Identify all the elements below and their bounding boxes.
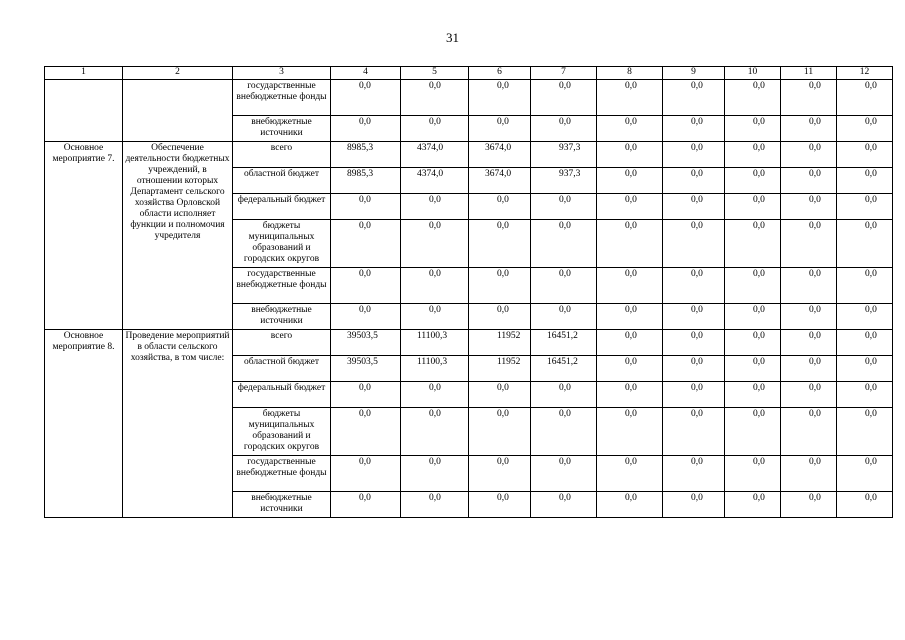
amount-cell: 39503,5 bbox=[331, 330, 401, 356]
amount-cell: 0,0 bbox=[401, 492, 469, 518]
amount-cell: 0,0 bbox=[781, 194, 837, 220]
amount-cell: 0,0 bbox=[469, 408, 531, 456]
funding-source-cell: внебюджетные источники bbox=[233, 492, 331, 518]
amount-cell: 11952 bbox=[469, 330, 531, 356]
amount-cell: 0,0 bbox=[725, 194, 781, 220]
amount-cell: 11952 bbox=[469, 356, 531, 382]
amount-cell: 0,0 bbox=[781, 456, 837, 492]
amount-cell: 0,0 bbox=[531, 382, 597, 408]
amount-cell: 0,0 bbox=[781, 80, 837, 116]
amount-cell: 0,0 bbox=[331, 116, 401, 142]
column-header: 10 bbox=[725, 67, 781, 80]
amount-cell: 0,0 bbox=[597, 80, 663, 116]
page-number: 31 bbox=[446, 30, 459, 45]
amount-cell: 0,0 bbox=[401, 268, 469, 304]
amount-cell: 0,0 bbox=[469, 456, 531, 492]
amount-cell: 937,3 bbox=[531, 142, 597, 168]
amount-cell: 0,0 bbox=[597, 194, 663, 220]
measure-name-cell bbox=[45, 80, 123, 142]
amount-cell: 0,0 bbox=[663, 408, 725, 456]
amount-cell: 0,0 bbox=[469, 268, 531, 304]
amount-cell: 0,0 bbox=[837, 492, 893, 518]
amount-cell: 0,0 bbox=[781, 330, 837, 356]
amount-cell: 0,0 bbox=[725, 382, 781, 408]
amount-cell: 0,0 bbox=[531, 456, 597, 492]
amount-cell: 0,0 bbox=[725, 304, 781, 330]
amount-cell: 0,0 bbox=[331, 408, 401, 456]
amount-cell: 0,0 bbox=[663, 142, 725, 168]
amount-cell: 0,0 bbox=[663, 194, 725, 220]
amount-cell: 0,0 bbox=[781, 168, 837, 194]
amount-cell: 0,0 bbox=[725, 168, 781, 194]
amount-cell: 0,0 bbox=[781, 220, 837, 268]
amount-cell: 0,0 bbox=[401, 80, 469, 116]
amount-cell: 0,0 bbox=[663, 268, 725, 304]
table-row bbox=[45, 330, 893, 356]
amount-cell: 0,0 bbox=[725, 220, 781, 268]
amount-cell: 937,3 bbox=[531, 168, 597, 194]
amount-cell: 0,0 bbox=[597, 304, 663, 330]
funding-source-cell: бюджеты муниципальных образований и городских округов bbox=[233, 408, 331, 456]
amount-cell: 0,0 bbox=[401, 408, 469, 456]
funding-source-cell: федеральный бюджет bbox=[233, 382, 331, 408]
amount-cell: 0,0 bbox=[401, 220, 469, 268]
amount-cell: 0,0 bbox=[531, 304, 597, 330]
amount-cell: 0,0 bbox=[663, 382, 725, 408]
amount-cell: 0,0 bbox=[597, 268, 663, 304]
amount-cell: 11100,3 bbox=[401, 330, 469, 356]
funding-source-cell: государственные внебюджетные фонды bbox=[233, 80, 331, 116]
measure-name-cell: Основное мероприятие 7. bbox=[45, 142, 123, 330]
measure-description-cell: Обеспечение деятельности бюджетных учреждений, в отношении которых Департамент сельского хозяйства Орловской области исполняет функции и полномочия учредителя bbox=[123, 142, 233, 330]
funding-source-cell: внебюджетные источники bbox=[233, 304, 331, 330]
amount-cell: 0,0 bbox=[531, 80, 597, 116]
amount-cell: 0,0 bbox=[331, 220, 401, 268]
column-header: 9 bbox=[663, 67, 725, 80]
measure-name-cell: Основное мероприятие 8. bbox=[45, 330, 123, 518]
amount-cell: 0,0 bbox=[725, 492, 781, 518]
funding-source-cell: федеральный бюджет bbox=[233, 194, 331, 220]
table-row bbox=[45, 80, 893, 116]
amount-cell: 3674,0 bbox=[469, 142, 531, 168]
table-row bbox=[45, 142, 893, 168]
amount-cell: 0,0 bbox=[597, 356, 663, 382]
amount-cell: 0,0 bbox=[331, 268, 401, 304]
funding-source-cell: бюджеты муниципальных образований и городских округов bbox=[233, 220, 331, 268]
amount-cell: 0,0 bbox=[531, 492, 597, 518]
amount-cell: 0,0 bbox=[781, 382, 837, 408]
measure-description-cell bbox=[123, 80, 233, 142]
amount-cell: 0,0 bbox=[837, 142, 893, 168]
column-header: 7 bbox=[531, 67, 597, 80]
amount-cell: 0,0 bbox=[837, 220, 893, 268]
column-header: 12 bbox=[837, 67, 893, 80]
amount-cell: 0,0 bbox=[663, 330, 725, 356]
amount-cell: 0,0 bbox=[725, 116, 781, 142]
amount-cell: 39503,5 bbox=[331, 356, 401, 382]
amount-cell: 0,0 bbox=[837, 268, 893, 304]
amount-cell: 8985,3 bbox=[331, 142, 401, 168]
amount-cell: 0,0 bbox=[781, 142, 837, 168]
amount-cell: 0,0 bbox=[331, 194, 401, 220]
amount-cell: 0,0 bbox=[331, 304, 401, 330]
amount-cell: 0,0 bbox=[781, 356, 837, 382]
amount-cell: 0,0 bbox=[597, 142, 663, 168]
amount-cell: 0,0 bbox=[531, 268, 597, 304]
amount-cell: 0,0 bbox=[781, 268, 837, 304]
funding-source-cell: внебюджетные источники bbox=[233, 116, 331, 142]
amount-cell: 0,0 bbox=[837, 330, 893, 356]
amount-cell: 0,0 bbox=[837, 382, 893, 408]
amount-cell: 0,0 bbox=[837, 408, 893, 456]
amount-cell: 0,0 bbox=[663, 80, 725, 116]
amount-cell: 0,0 bbox=[781, 408, 837, 456]
funding-source-cell: государственные внебюджетные фонды bbox=[233, 456, 331, 492]
amount-cell: 16451,2 bbox=[531, 330, 597, 356]
amount-cell: 0,0 bbox=[725, 408, 781, 456]
amount-cell: 0,0 bbox=[781, 492, 837, 518]
amount-cell: 0,0 bbox=[781, 304, 837, 330]
amount-cell: 0,0 bbox=[469, 80, 531, 116]
amount-cell: 0,0 bbox=[725, 356, 781, 382]
amount-cell: 0,0 bbox=[663, 168, 725, 194]
amount-cell: 11100,3 bbox=[401, 356, 469, 382]
amount-cell: 0,0 bbox=[725, 330, 781, 356]
amount-cell: 0,0 bbox=[531, 408, 597, 456]
column-header: 11 bbox=[781, 67, 837, 80]
amount-cell: 0,0 bbox=[781, 116, 837, 142]
amount-cell: 0,0 bbox=[725, 80, 781, 116]
amount-cell: 0,0 bbox=[531, 220, 597, 268]
amount-cell: 0,0 bbox=[401, 382, 469, 408]
column-header: 1 bbox=[45, 67, 123, 80]
funding-source-cell: областной бюджет bbox=[233, 356, 331, 382]
amount-cell: 0,0 bbox=[725, 142, 781, 168]
amount-cell: 0,0 bbox=[469, 492, 531, 518]
amount-cell: 0,0 bbox=[597, 330, 663, 356]
amount-cell: 4374,0 bbox=[401, 168, 469, 194]
amount-cell: 0,0 bbox=[663, 220, 725, 268]
funding-source-cell: государственные внебюджетные фонды bbox=[233, 268, 331, 304]
amount-cell: 8985,3 bbox=[331, 168, 401, 194]
amount-cell: 0,0 bbox=[401, 304, 469, 330]
amount-cell: 0,0 bbox=[597, 408, 663, 456]
amount-cell: 0,0 bbox=[469, 194, 531, 220]
amount-cell: 0,0 bbox=[401, 116, 469, 142]
amount-cell: 0,0 bbox=[663, 456, 725, 492]
column-header: 4 bbox=[331, 67, 401, 80]
amount-cell: 0,0 bbox=[469, 304, 531, 330]
amount-cell: 0,0 bbox=[469, 116, 531, 142]
amount-cell: 0,0 bbox=[597, 168, 663, 194]
amount-cell: 0,0 bbox=[663, 304, 725, 330]
funding-source-cell: всего bbox=[233, 142, 331, 168]
amount-cell: 0,0 bbox=[331, 492, 401, 518]
amount-cell: 0,0 bbox=[597, 456, 663, 492]
amount-cell: 0,0 bbox=[597, 492, 663, 518]
amount-cell: 0,0 bbox=[837, 168, 893, 194]
amount-cell: 0,0 bbox=[837, 304, 893, 330]
amount-cell: 0,0 bbox=[597, 382, 663, 408]
column-header: 8 bbox=[597, 67, 663, 80]
amount-cell: 0,0 bbox=[597, 220, 663, 268]
amount-cell: 0,0 bbox=[597, 116, 663, 142]
amount-cell: 0,0 bbox=[331, 456, 401, 492]
amount-cell: 0,0 bbox=[837, 194, 893, 220]
amount-cell: 0,0 bbox=[837, 456, 893, 492]
amount-cell: 0,0 bbox=[837, 356, 893, 382]
amount-cell: 0,0 bbox=[531, 194, 597, 220]
amount-cell: 0,0 bbox=[469, 220, 531, 268]
column-header: 5 bbox=[401, 67, 469, 80]
column-header: 2 bbox=[123, 67, 233, 80]
amount-cell: 0,0 bbox=[331, 382, 401, 408]
amount-cell: 0,0 bbox=[401, 456, 469, 492]
amount-cell: 0,0 bbox=[837, 116, 893, 142]
column-header: 3 bbox=[233, 67, 331, 80]
amount-cell: 0,0 bbox=[469, 382, 531, 408]
amount-cell: 0,0 bbox=[531, 116, 597, 142]
amount-cell: 0,0 bbox=[401, 194, 469, 220]
column-header: 6 bbox=[469, 67, 531, 80]
funding-source-cell: областной бюджет bbox=[233, 168, 331, 194]
amount-cell: 4374,0 bbox=[401, 142, 469, 168]
measure-description-cell: Проведение мероприятий в области сельского хозяйства, в том числе: bbox=[123, 330, 233, 518]
amount-cell: 0,0 bbox=[331, 80, 401, 116]
amount-cell: 0,0 bbox=[663, 356, 725, 382]
funding-source-cell: всего bbox=[233, 330, 331, 356]
column-number-row bbox=[45, 67, 893, 80]
amount-cell: 0,0 bbox=[725, 456, 781, 492]
amount-cell: 16451,2 bbox=[531, 356, 597, 382]
amount-cell: 0,0 bbox=[663, 492, 725, 518]
amount-cell: 0,0 bbox=[725, 268, 781, 304]
budget-table bbox=[44, 66, 893, 518]
amount-cell: 0,0 bbox=[663, 116, 725, 142]
amount-cell: 3674,0 bbox=[469, 168, 531, 194]
amount-cell: 0,0 bbox=[837, 80, 893, 116]
